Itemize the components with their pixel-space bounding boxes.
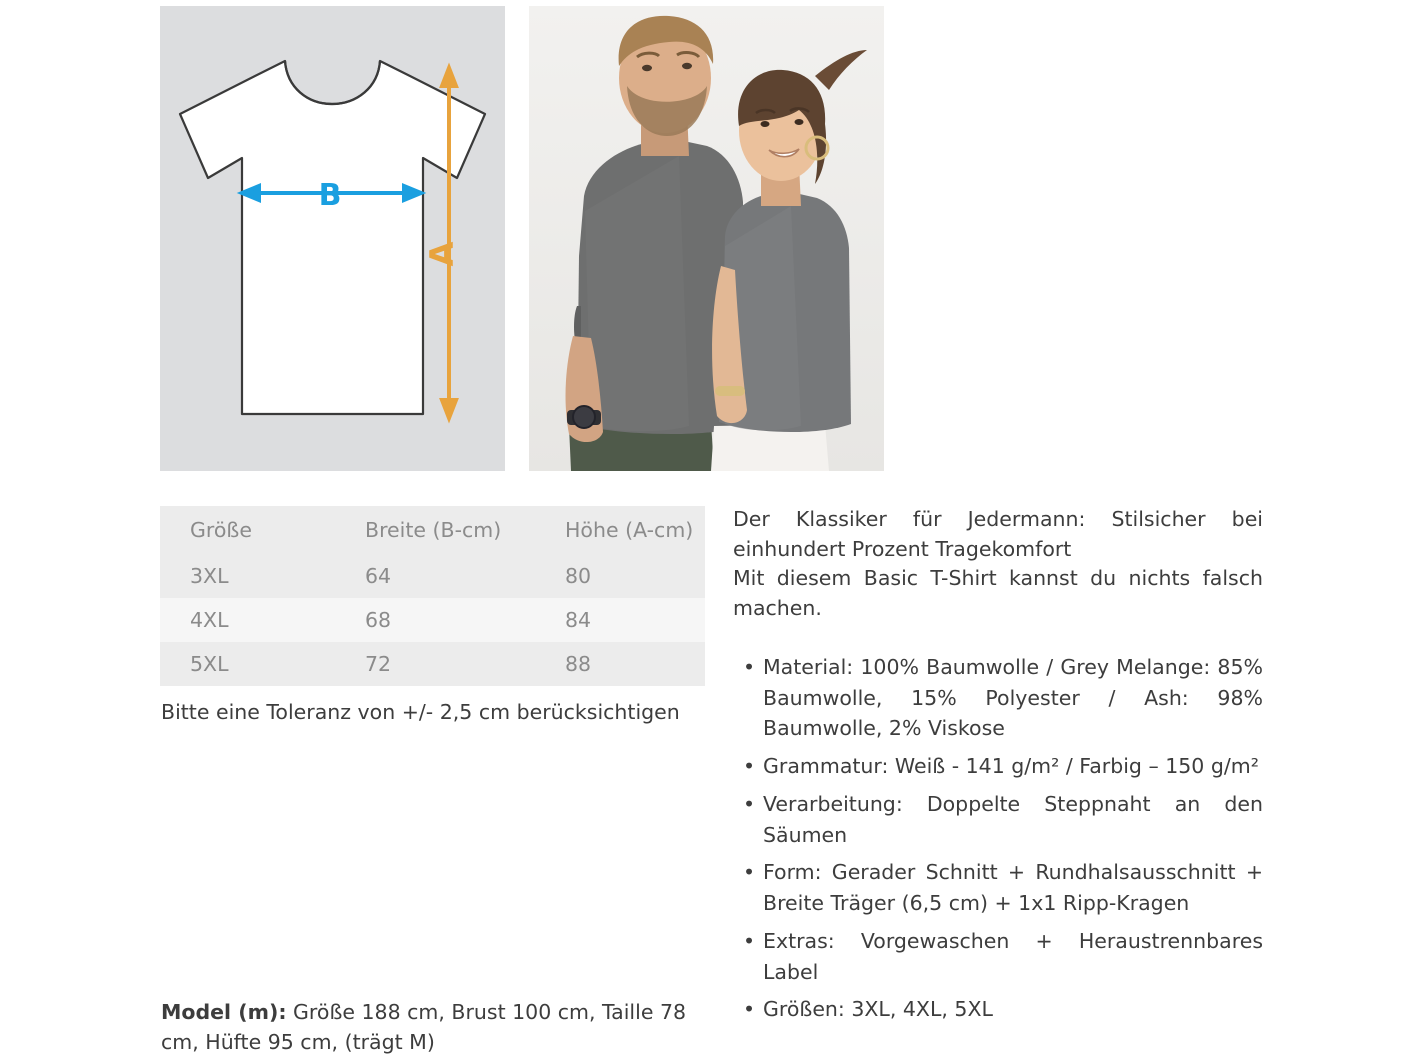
models-photo — [529, 6, 884, 471]
table-row — [160, 554, 705, 598]
list-item: • Extras: Vorgewaschen + Heraustrennbares Label — [733, 926, 1263, 988]
cell-height: 80 — [535, 554, 705, 598]
table-row — [160, 598, 705, 642]
feature-list — [733, 652, 1263, 1025]
models-photo-svg — [529, 6, 884, 471]
model-note-label: Model (m): — [161, 1000, 287, 1024]
cell-height: 88 — [535, 642, 705, 686]
cell-size: 3XL — [160, 554, 335, 598]
header-width: Breite (B-cm) — [335, 506, 535, 554]
cell-width: 68 — [335, 598, 535, 642]
list-item: • Grammatur: Weiß - 141 g/m² / Farbig – 150 g/m² — [733, 751, 1263, 782]
height-label: A — [423, 241, 461, 267]
list-item: • Form: Gerader Schnitt + Rundhalsausschnitt + Breite Träger (6,5 cm) + 1x1 Ripp-Kragen — [733, 857, 1263, 919]
model-note-text: Größe 188 cm, Brust 100 cm, Taille 78 cm, Hüfte 95 cm, (trägt M) — [161, 1000, 687, 1054]
cell-width: 72 — [335, 642, 535, 686]
cell-width: 64 — [335, 554, 535, 598]
list-item: • Verarbeitung: Doppelte Steppnaht an den Säumen — [733, 789, 1263, 851]
size-chart-image — [160, 6, 505, 471]
description-line-2: Mit diesem Basic T-Shirt kannst du nichts falsch machen. — [733, 566, 1263, 621]
tshirt-diagram-svg — [160, 6, 505, 471]
description-line-1: Der Klassiker für Jedermann: Stilsicher bei einhundert Prozent Tragekomfort — [733, 507, 1263, 561]
model-note — [161, 998, 706, 1057]
list-item: • Größen: 3XL, 4XL, 5XL — [733, 994, 1263, 1025]
header-size: Größe — [160, 506, 335, 554]
size-table — [160, 506, 705, 686]
list-item: • Material: 100% Baumwolle / Grey Melange: 85% Baumwolle, 15% Polyester / Ash: 98% Baumwolle, 2% Viskose — [733, 652, 1263, 744]
product-images-row — [160, 6, 884, 471]
cell-height: 84 — [535, 598, 705, 642]
tolerance-note: Bitte eine Toleranz von +/- 2,5 cm berücksichtigen — [161, 700, 680, 724]
table-header-row — [160, 506, 705, 554]
header-height: Höhe (A-cm) — [535, 506, 705, 554]
description-paragraph — [733, 505, 1263, 624]
product-description-column — [733, 505, 1263, 1032]
table-row — [160, 642, 705, 686]
cell-size: 5XL — [160, 642, 335, 686]
cell-size: 4XL — [160, 598, 335, 642]
width-label: B — [318, 178, 342, 213]
